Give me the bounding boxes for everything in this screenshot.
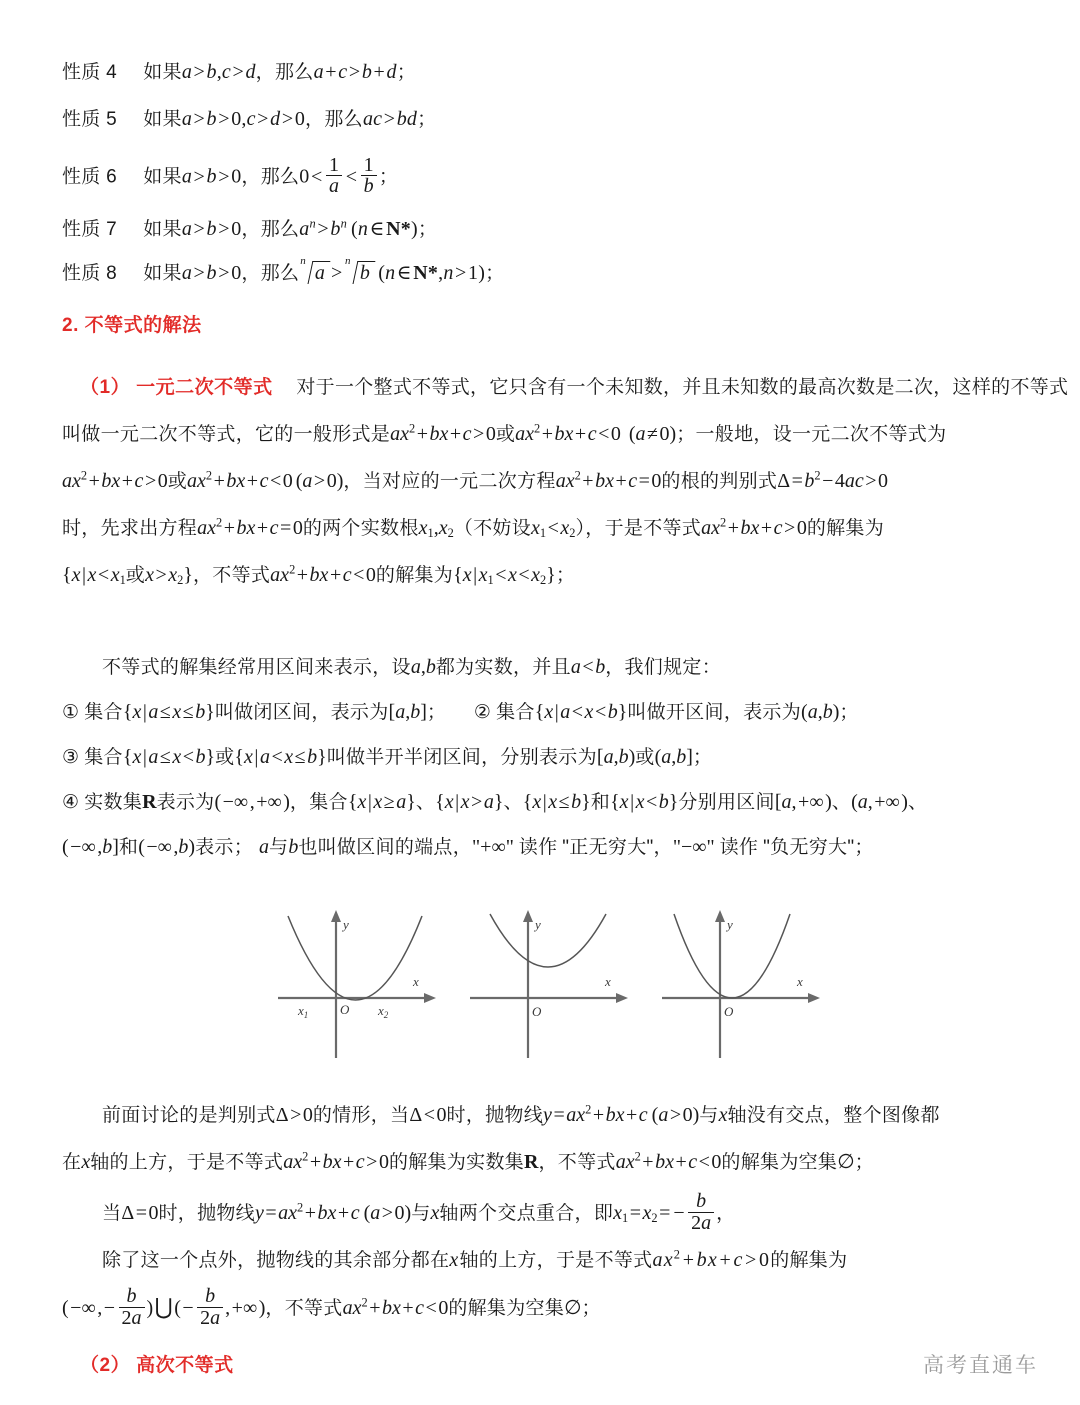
item4-e: 分别用区间 bbox=[678, 791, 775, 813]
delta-neg-d: 与 bbox=[699, 1104, 719, 1126]
delta-neg-c: 时，抛物线 bbox=[446, 1104, 544, 1126]
item3-or: 或 bbox=[215, 746, 235, 768]
property-then-text: ，那么 bbox=[241, 166, 300, 188]
watermark: 高考直通车 bbox=[923, 1354, 1038, 1377]
item4-comma: ， bbox=[653, 836, 673, 858]
endpoint-a: a bbox=[259, 835, 269, 858]
property-then-text: ，那么 bbox=[255, 62, 314, 83]
subsection-1-line-5: {$x|x<x_1$或$x>x_2$}，不等式$ax^2+bx+c<0$的解集为$\{x|x_1<x<x_2\}$； bbox=[62, 562, 576, 587]
parabola-curve bbox=[490, 914, 606, 967]
empty-set-symbol: ∅ bbox=[837, 1150, 855, 1173]
root1-label: $x_1$ bbox=[298, 1002, 309, 1020]
y-axis-arrow bbox=[715, 910, 725, 922]
delta-neg2-e: 的解集为空集 bbox=[721, 1151, 838, 1173]
nth-root-b: n b bbox=[345, 261, 373, 284]
item4-sep1: 、 bbox=[415, 791, 436, 813]
delta-neg2-a: 在 bbox=[62, 1151, 82, 1173]
discriminant-lead: ，当对应的一元二次方程 bbox=[343, 470, 556, 492]
property-if-text: 如果 bbox=[143, 263, 182, 285]
property-if-text: 如果 bbox=[143, 218, 182, 240]
property-label: 性质 4 bbox=[62, 62, 118, 83]
solution-set-tail: 的解集为 bbox=[375, 564, 454, 586]
y-axis-arrow bbox=[331, 910, 341, 922]
delta-zero3-a: ，不等式 bbox=[265, 1297, 343, 1319]
delta-zero-d: 轴两个交点重合，即 bbox=[439, 1202, 614, 1224]
item4-read2: 读作 bbox=[719, 836, 759, 858]
origin-label: O bbox=[724, 1003, 734, 1019]
y-axis-arrow bbox=[523, 910, 533, 922]
roots-assume-open: （不妨设 bbox=[453, 517, 532, 539]
delta-zero-line-3: (−∞,− $\frac{b}{2a}$ )⋃(− $\frac{b}{2a}$ ,+∞)，不等式$ax^2+bx+c<0$的解集为空集∅； bbox=[62, 1285, 601, 1329]
item4-a: 实数集 bbox=[84, 791, 143, 813]
delta-neg2-b: 轴的上方，于是不等式 bbox=[90, 1151, 284, 1173]
property-label: 性质 6 bbox=[62, 166, 118, 188]
delta-zero-c: 与 bbox=[411, 1202, 431, 1224]
property-if-text: 如果 bbox=[143, 166, 182, 188]
item4-h: 也叫做区间的端点， bbox=[298, 836, 473, 858]
item4-b: 表示为 bbox=[156, 791, 215, 813]
delta-zero3-b: 的解集为空集 bbox=[448, 1297, 565, 1319]
item3-b: 叫做半开半闭区间，分别表示为 bbox=[326, 746, 597, 768]
subsection-1-intro: 对于一个整式不等式，它只含有一个未知数，并且未知数的最高次数是二次，这样的不等式 bbox=[296, 376, 1069, 398]
property-line-7: 性质 7 如果a>b>0，那么$a^n>b^n$ (n∈N*)； bbox=[62, 216, 438, 240]
item1-end: ； bbox=[426, 701, 447, 723]
intervals-block bbox=[62, 645, 1030, 870]
property-label: 性质 5 bbox=[62, 108, 118, 130]
negative-infinity-word: "负无穷大" bbox=[763, 836, 855, 858]
delta-zero-b: 时，抛物线 bbox=[158, 1202, 255, 1224]
interval-item-3: ③ 集合{x|a≤x<b}或{x|a<x≤b}叫做半开半闭区间，分别表示为[a,b)或(a,b]； bbox=[62, 745, 713, 768]
property-end: ； bbox=[417, 108, 437, 130]
general-form-tail: ；一般地，设一元二次不等式为 bbox=[676, 423, 947, 445]
property-end: ； bbox=[396, 62, 417, 83]
or-text: 或 bbox=[167, 470, 188, 492]
delta-zero2-a: 除了这一个点外，抛物线的其余部分都在 bbox=[102, 1249, 450, 1271]
delta-negative-block bbox=[62, 1092, 1030, 1186]
delta-zero-block bbox=[62, 1190, 1030, 1332]
delta-negative-line-1: 前面讨论的是判别式Δ>0的情形，当Δ<0时，抛物线$y=ax^2+bx+c$ (a>0)与x轴没有交点，整个图像都 bbox=[102, 1102, 940, 1126]
item4-sep4: 、 bbox=[907, 791, 928, 813]
delta-neg-e: 轴没有交点，整个图像都 bbox=[727, 1104, 940, 1126]
origin-label: O bbox=[532, 1003, 542, 1019]
subsection-1-line-1 bbox=[62, 365, 1069, 411]
subsection-1-block bbox=[62, 365, 1069, 599]
property-if-text: 如果 bbox=[143, 108, 182, 130]
parabola-curve bbox=[288, 916, 422, 1000]
delta-zero-line-2: 除了这一个点外，抛物线的其余部分都在x轴的上方，于是不等式$ax^2+bx+c>0$的解集为 bbox=[102, 1247, 848, 1271]
x-variable: x bbox=[718, 1103, 728, 1126]
fraction-b-over-2a: $\frac{b}{2a}$ bbox=[197, 1286, 223, 1328]
delta-neg2-d: ，不等式 bbox=[538, 1151, 616, 1173]
intervals-lead-b: 都为实数，并且 bbox=[435, 656, 571, 678]
empty-set-symbol: ∅ bbox=[564, 1296, 582, 1319]
y-axis-label: y bbox=[727, 916, 733, 932]
property-line-5: 性质 5 如果a>b>0,c>d>0，那么ac>bd； bbox=[62, 107, 437, 130]
delta-neg2-end: ； bbox=[854, 1151, 874, 1173]
roots-lead: 时，先求出方程 bbox=[62, 517, 198, 539]
fraction-b-over-2a: $\frac{b}{2a}$ bbox=[119, 1286, 145, 1328]
delta-zero3-end: ； bbox=[581, 1297, 601, 1319]
item4-f: 表示； bbox=[195, 836, 253, 858]
property-label: 性质 8 bbox=[62, 263, 118, 285]
line-end: ； bbox=[555, 564, 576, 586]
intervals-lead-c: ，我们规定： bbox=[605, 656, 722, 678]
roots-mid: 的两个实数根 bbox=[302, 517, 419, 539]
parabola-two-roots-svg bbox=[274, 898, 444, 1063]
property-end: ； bbox=[378, 166, 399, 188]
fraction-b-over-2a: $\frac{b}{2a}$ bbox=[688, 1191, 714, 1233]
item-marker-1: ① bbox=[62, 701, 80, 723]
item4-end: ； bbox=[854, 836, 874, 858]
item4-read1: 读作 bbox=[518, 836, 558, 858]
delta-zero2-b: 轴的上方，于是不等式 bbox=[459, 1249, 653, 1271]
intervals-lead-a: 不等式的解集经常用区间来表示，设 bbox=[102, 656, 411, 678]
origin-label: O bbox=[340, 1001, 350, 1017]
delta-neg-a: 前面讨论的是判别式 bbox=[102, 1104, 276, 1126]
item1-b: 叫做闭区间，表示为 bbox=[214, 701, 389, 723]
x-axis-label: x bbox=[605, 973, 611, 989]
delta-neg2-c: 的解集为实数集 bbox=[388, 1151, 525, 1173]
general-form-lead: 叫做一元二次不等式，它的一般形式是 bbox=[62, 423, 391, 445]
property-if-text: 如果 bbox=[143, 62, 182, 83]
property-line-6: 性质 6 如果a>b>0，那么0< $\frac{1}{a}$ < $\frac{1}{b}$ ； bbox=[62, 154, 399, 198]
plus-infinity-quoted: "+∞" bbox=[472, 835, 514, 858]
item3-or2: 或 bbox=[635, 746, 655, 768]
x-axis-arrow bbox=[424, 993, 436, 1003]
y-axis-label: y bbox=[535, 916, 541, 932]
property-then-text: ，那么 bbox=[241, 218, 300, 240]
vertical-spacer bbox=[62, 599, 1030, 645]
nth-root-a: n a bbox=[300, 261, 328, 284]
x-variable: x bbox=[430, 1201, 440, 1224]
x-axis-label: x bbox=[797, 973, 803, 989]
or-text: 或 bbox=[495, 423, 516, 445]
property-line-4: 性质 4 如果a>b,c>d，那么a+c>b+d； bbox=[62, 61, 417, 83]
figure-parabola-two-roots bbox=[274, 898, 444, 1063]
item-marker-4: ④ bbox=[62, 791, 80, 813]
item4-sep3: 、 bbox=[831, 791, 852, 813]
subsection-1-number: （1） bbox=[80, 376, 131, 398]
parabola-no-roots-svg bbox=[466, 898, 636, 1063]
interval-item-4-line-1: ④ 实数集R表示为(−∞,+∞)，集合{x|x≥a}、{x|x>a}、{x|x≤b}和{x|x<b}分别用区间[a,+∞)、(a,+∞)、 bbox=[62, 790, 928, 813]
property-end: ； bbox=[485, 263, 505, 285]
property-label: 性质 7 bbox=[62, 218, 118, 240]
subsection-1-line-3: $ax^2+bx+c>0$或$ax^2+bx+c<0$ (a>0)，当对应的一元二次方程$ax^2+bx+c=0$的根的判别式$\Delta=b^2-4ac>0$ bbox=[62, 468, 889, 492]
real-set-symbol: R bbox=[524, 1150, 539, 1173]
root2-label: $x_2$ bbox=[378, 1002, 389, 1020]
parabola-tangent-svg bbox=[658, 898, 828, 1063]
delta-negative-line-2: 在x轴的上方，于是不等式$ax^2+bx+c>0$的解集为实数集R，不等式$ax^2+bx+c<0$的解集为空集∅； bbox=[62, 1149, 874, 1173]
fraction-one-over-a: $\frac{1}{a}$ bbox=[326, 155, 342, 197]
item2-b: 叫做开区间，表示为 bbox=[627, 701, 802, 723]
y-axis-label: y bbox=[343, 916, 349, 932]
item3-end: ； bbox=[692, 746, 713, 768]
subsection-1-line-2: 叫做一元二次不等式，它的一般形式是$ax^2+bx+c>0$或$ax^2+bx+c<0$ (a≠0)；一般地，设一元二次不等式为 bbox=[62, 421, 947, 445]
solution-set-mid: ，不等式 bbox=[192, 564, 271, 586]
subsection-1-title: 一元二次不等式 bbox=[136, 376, 273, 398]
section-heading-2 bbox=[62, 310, 1030, 337]
x-axis-arrow bbox=[808, 993, 820, 1003]
interval-item-1-and-2: ① 集合{x|a≤x≤b}叫做闭区间，表示为[a,b]； ② 集合{x|a<x<b}叫做开区间，表示为(a,b)； bbox=[62, 700, 859, 723]
x-axis-label: x bbox=[413, 973, 419, 989]
subsection-2-title: 高次不等式 bbox=[136, 1354, 234, 1376]
discriminant-mid: 的根的判别式 bbox=[661, 470, 778, 492]
x-variable: x bbox=[81, 1150, 91, 1173]
item2-a: 集合 bbox=[496, 701, 535, 723]
x-variable: x bbox=[449, 1248, 460, 1271]
item4-with: 与 bbox=[269, 836, 289, 858]
item3-a: 集合 bbox=[84, 746, 123, 768]
interval-item-4-line-2: (−∞,b]和(−∞,b)表示； a与b也叫做区间的端点，"+∞" 读作 "正无穷大"，"−∞" 读作 "负无穷大"； bbox=[62, 835, 874, 858]
figure-parabola-tangent bbox=[658, 898, 828, 1063]
delta-neg-b: 的情形，当 bbox=[312, 1104, 410, 1126]
delta-zero2-c: 的解集为 bbox=[770, 1249, 848, 1271]
item-marker-3: ③ bbox=[62, 746, 80, 768]
delta-zero-line-1: 当Δ=0时，抛物线$y=ax^2+bx+c$ (a>0)与x轴两个交点重合，即$x_1=x_2=$ − $\frac{b}{2a}$ ， bbox=[102, 1190, 736, 1234]
item-marker-2: ② bbox=[473, 701, 492, 723]
minus-infinity-quoted: "−∞" bbox=[672, 835, 715, 858]
item1-a: 集合 bbox=[84, 701, 123, 723]
document-content bbox=[62, 61, 1069, 1401]
figure-parabola-no-roots bbox=[466, 898, 636, 1063]
subsection-2-number: （2） bbox=[80, 1354, 131, 1376]
solution-set-lead: 的解集为 bbox=[806, 517, 885, 539]
intervals-lead: 不等式的解集经常用区间来表示，设a,b都为实数，并且a<b，我们规定： bbox=[102, 655, 722, 678]
roots-assume-close: ），于是不等式 bbox=[575, 517, 702, 539]
delta-zero-a: 当 bbox=[102, 1202, 122, 1224]
property-line-8: 性质 8 如果a>b>0，那么 n a > n b (n∈N*,n>1)； bbox=[62, 255, 505, 285]
subsection-1-line-4: 时，先求出方程$ax^2+bx+c=0$的两个实数根$x_1,x_2$（不妨设$x_1<x_2$），于是不等式$ax^2+bx+c>0$的解集为 bbox=[62, 515, 885, 540]
item4-and: 和 bbox=[590, 791, 611, 813]
endpoint-b: b bbox=[288, 835, 299, 858]
property-then-text: ，那么 bbox=[241, 263, 300, 285]
item4-sep2: 、 bbox=[503, 791, 523, 813]
section-heading-text: 2. 不等式的解法 bbox=[62, 314, 202, 336]
property-end: ； bbox=[417, 218, 438, 240]
parabola-figure-group bbox=[62, 898, 1030, 1066]
x-axis-arrow bbox=[616, 993, 628, 1003]
item2-end: ； bbox=[839, 701, 859, 723]
subsection-2-heading bbox=[62, 1350, 1030, 1377]
item4-and2: 和 bbox=[118, 836, 139, 858]
fraction-one-over-b: $\frac{1}{b}$ bbox=[361, 155, 377, 197]
property-then-text: ，那么 bbox=[305, 108, 363, 130]
positive-infinity-word: "正无穷大" bbox=[562, 836, 654, 858]
item4-c: ，集合 bbox=[289, 791, 348, 813]
real-set-symbol: R bbox=[142, 790, 157, 813]
delta-zero-end: ， bbox=[716, 1202, 736, 1224]
